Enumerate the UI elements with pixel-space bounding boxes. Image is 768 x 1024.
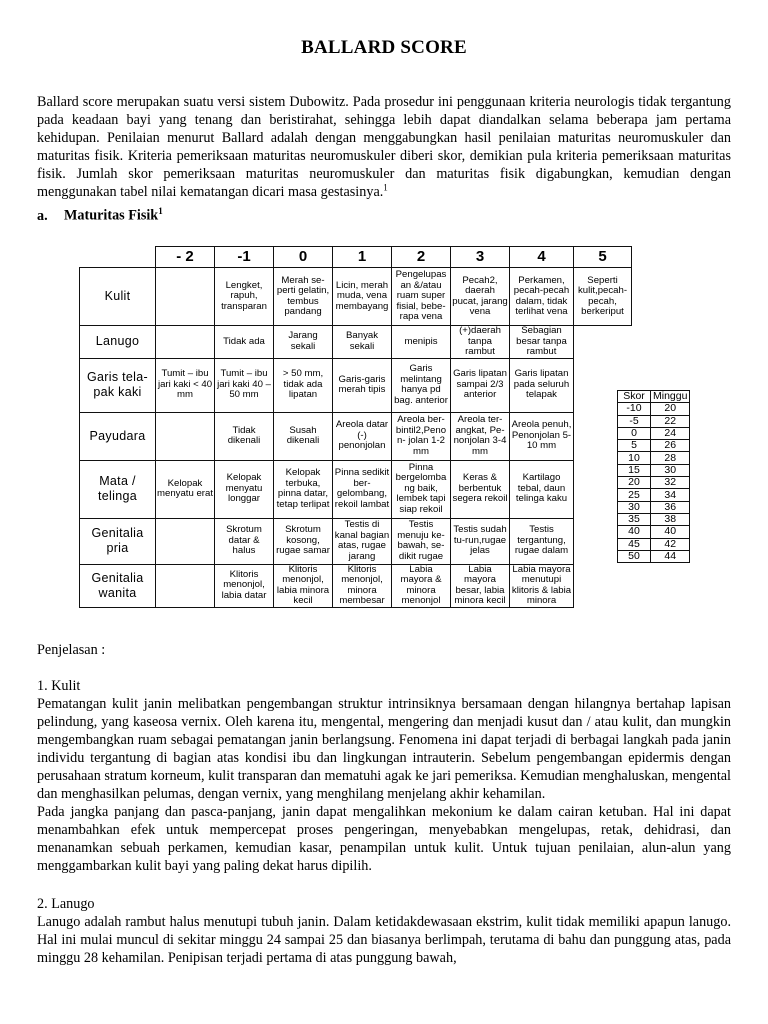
ballard-cell: Sebagian besar tanpa rambut xyxy=(510,326,574,359)
ballard-cell: Tumit – ibu jari kaki < 40 mm xyxy=(156,358,215,412)
ballard-empty-cell xyxy=(574,326,632,359)
rating-row xyxy=(618,538,690,550)
rating-score-cell: 15 xyxy=(618,464,651,476)
ballard-cell: Areola penuh, Penonjolan 5- 10 mm xyxy=(510,412,574,460)
score-header-0: - 2 xyxy=(156,247,215,268)
rating-header-score: Skor xyxy=(618,391,651,403)
rating-weeks-cell: 38 xyxy=(651,513,690,525)
rating-score-cell: 0 xyxy=(618,427,651,439)
ballard-row xyxy=(80,326,632,359)
ballard-cell: Skrotum kosong, rugae samar xyxy=(274,518,333,564)
ballard-cell: Banyak sekali xyxy=(333,326,392,359)
rating-score-cell: 5 xyxy=(618,440,651,452)
ballard-row-label: Mata / telinga xyxy=(80,460,156,518)
ballard-cell xyxy=(156,268,215,326)
ballard-cell: Jarang sekali xyxy=(274,326,333,359)
intro-paragraph xyxy=(37,93,731,201)
section-a-marker: a. xyxy=(37,207,48,224)
ballard-cell: Areola ter-angkat, Pe-nonjolan 3-4 mm xyxy=(451,412,510,460)
ballard-cell: (+)daerah tanpa rambut xyxy=(451,326,510,359)
ballard-cell: Labia mayora & minora menonjol xyxy=(392,564,451,607)
rating-score-cell: 20 xyxy=(618,477,651,489)
ballard-cell: menipis xyxy=(392,326,451,359)
kulit-paragraph-1: Pematangan kulit janin melibatkan pengembangan struktur intrinsiknya bersamaan dengan hilangnya bertahap lapisan pelindung, yang kaseosa vernix. Oleh karena itu, mengental, mengering dan menjadi kusut dan / atau kulit, dan mungkin mengembangkan ruam sebagai pematangan janin berlangsung. Fenomena ini dapat terjadi di berbagai langkah pada janin individu tergantung di bagian atas kondisi ibu dan lingkungan intrauterin. Sebelum pengembangan epidermis dengan perusahaan stratum korneum, kulit transparan dan mematuhi agak ke jari pemeriksa. Kemudian menghaluskan, mengental dan menghasilkan pelumas, dengan vernix, yang menghilang menjelang akhir kehamilan. xyxy=(37,696,731,802)
ballard-row-label: Payudara xyxy=(80,412,156,460)
rating-weeks-cell: 32 xyxy=(651,477,690,489)
rating-row xyxy=(618,513,690,525)
rating-weeks-cell: 24 xyxy=(651,427,690,439)
score-header-2: 0 xyxy=(274,247,333,268)
rating-row xyxy=(618,452,690,464)
rating-row xyxy=(618,427,690,439)
ballard-cell: Skrotum datar & halus xyxy=(215,518,274,564)
rating-row xyxy=(618,403,690,415)
score-header-7: 5 xyxy=(574,247,632,268)
section-a-title: Maturitas Fisik xyxy=(64,207,159,224)
rating-row xyxy=(618,415,690,427)
ballard-row xyxy=(80,358,632,412)
lanugo-paragraph-1: Lanugo adalah rambut halus menutupi tubuh janin. Dalam ketidakdewasaan ekstrim, kulit tidak memiliki apapun lanugo. Hal ini mulai muncul di sekitar minggu 24 sampai 25 dan biasanya berlimpah, terutama di bahu dan punggung atas, pada minggu 28 kehamilan. Penipisan terjadi pertama di atas punggung bawah, xyxy=(37,914,731,966)
rating-score-cell: 35 xyxy=(618,513,651,525)
ballard-cell xyxy=(156,326,215,359)
rating-row xyxy=(618,526,690,538)
ballard-row xyxy=(80,564,632,607)
ballard-cell xyxy=(156,518,215,564)
ballard-cell: Pecah2, daerah pucat, jarang vena xyxy=(451,268,510,326)
intro-text: Ballard score merupakan suatu versi sistem Dubowitz. Pada prosedur ini penggunaan kriteria neurologis tidak tergantung pada keadaan bayi yang tenang dan beristirahat, sehingga lebih dapat diandalkan selama beberapa jam pertama kehidupan. Penilaian menurut Ballard adalah dengan menggabungkan hasil penilaian maturitas neuromuskuler dan maturitas fisik. Kriteria pemeriksaan maturitas neuromuskuler diberi skor, demikian pula kriteria pemeriksaan maturitas fisik. Jumlah skor pemeriksaan maturitas neuromuskuler dan maturitas fisik digabungkan, kemudian dengan menggunakan tabel nilai kematangan dicari masa gestasinya. xyxy=(37,94,731,200)
rating-row xyxy=(618,464,690,476)
ballard-cell: Pinna sedikit ber-gelombang, rekoil lambat xyxy=(333,460,392,518)
ballard-row xyxy=(80,460,632,518)
rating-score-cell: 50 xyxy=(618,550,651,562)
rating-weeks-cell: 26 xyxy=(651,440,690,452)
score-header-4: 2 xyxy=(392,247,451,268)
ballard-row-label: Garis tela-pak kaki xyxy=(80,358,156,412)
maturity-rating-table xyxy=(617,390,690,563)
score-header-6: 4 xyxy=(510,247,574,268)
rating-weeks-cell: 44 xyxy=(651,550,690,562)
rating-weeks-cell: 42 xyxy=(651,538,690,550)
ballard-cell: Garis lipatan pada seluruh telapak xyxy=(510,358,574,412)
ballard-cell: Tidak dikenali xyxy=(215,412,274,460)
document-title: BALLARD SCORE xyxy=(301,37,467,58)
rating-score-cell: 40 xyxy=(618,526,651,538)
score-header-row xyxy=(80,247,632,268)
ballard-cell: Areola datar (-) penonjolan xyxy=(333,412,392,460)
score-header-1: -1 xyxy=(215,247,274,268)
rating-header-weeks: Minggu xyxy=(651,391,690,403)
rating-score-cell: 10 xyxy=(618,452,651,464)
rating-weeks-cell: 20 xyxy=(651,403,690,415)
explanation-heading: Penjelasan : xyxy=(37,642,106,658)
ballard-cell: Garis-garis merah tipis xyxy=(333,358,392,412)
ballard-cell: Licin, merah muda, vena membayang xyxy=(333,268,392,326)
rating-row xyxy=(618,489,690,501)
ballard-cell: Testis di kanal bagian atas, rugae jarang xyxy=(333,518,392,564)
ballard-cell: Lengket, rapuh, transparan xyxy=(215,268,274,326)
ballard-row-label: Lanugo xyxy=(80,326,156,359)
ballard-row xyxy=(80,268,632,326)
rating-score-cell: 45 xyxy=(618,538,651,550)
ballard-row-label: Genitalia pria xyxy=(80,518,156,564)
score-header-5: 3 xyxy=(451,247,510,268)
ballard-empty-cell xyxy=(574,564,632,607)
ballard-cell: Labia mayora menutupi klitoris & labia minora xyxy=(510,564,574,607)
rating-score-cell: 25 xyxy=(618,489,651,501)
ballard-cell: Perkamen, pecah-pecah dalam, tidak terlihat vena xyxy=(510,268,574,326)
ballard-cell: Testis tergantung, rugae dalam xyxy=(510,518,574,564)
kulit-heading: 1. Kulit xyxy=(37,678,81,694)
ballard-cell: Klitoris menonjol, labia datar xyxy=(215,564,274,607)
ballard-cell: Keras & berbentuk segera rekoil xyxy=(451,460,510,518)
ballard-cell xyxy=(156,412,215,460)
ballard-physical-maturity-table xyxy=(79,246,632,608)
lanugo-heading: 2. Lanugo xyxy=(37,896,95,912)
ballard-cell: Susah dikenali xyxy=(274,412,333,460)
ballard-cell: Areola ber-bintil2,Peno n- jolan 1-2 mm xyxy=(392,412,451,460)
rating-weeks-cell: 36 xyxy=(651,501,690,513)
rating-row xyxy=(618,550,690,562)
intro-footnote: 1 xyxy=(383,182,388,193)
ballard-row xyxy=(80,518,632,564)
rating-score-cell: -5 xyxy=(618,415,651,427)
rating-score-cell: -10 xyxy=(618,403,651,415)
ballard-cell: Pinna bergelomba ng baik, lembek tapi siap rekoil xyxy=(392,460,451,518)
rating-weeks-cell: 40 xyxy=(651,526,690,538)
ballard-row-label: Genitalia wanita xyxy=(80,564,156,607)
rating-header-row xyxy=(618,391,690,403)
ballard-cell: Testis sudah tu-run,rugae jelas xyxy=(451,518,510,564)
ballard-cell: Kelopak menyatu erat xyxy=(156,460,215,518)
ballard-row-label: Kulit xyxy=(80,268,156,326)
ballard-cell: Kelopak menyatu longgar xyxy=(215,460,274,518)
rating-row xyxy=(618,501,690,513)
ballard-cell: Testis menuju ke-bawah, se-dikit rugae xyxy=(392,518,451,564)
rating-weeks-cell: 34 xyxy=(651,489,690,501)
ballard-cell: Garis melintang hanya pd bag. anterior xyxy=(392,358,451,412)
rating-weeks-cell: 28 xyxy=(651,452,690,464)
rating-row xyxy=(618,440,690,452)
ballard-cell xyxy=(156,564,215,607)
ballard-cell: Tidak ada xyxy=(215,326,274,359)
ballard-cell: Labia mayora besar, labia minora kecil xyxy=(451,564,510,607)
ballard-cell: Pengelupas an &/atau ruam super fisial, bebe-rapa vena xyxy=(392,268,451,326)
ballard-cell: Merah se-perti gelatin, tembus pandang xyxy=(274,268,333,326)
ballard-cell: Seperti kulit,pecah-pecah, berkeriput xyxy=(574,268,632,326)
ballard-cell: Klitoris menonjol, labia minora kecil xyxy=(274,564,333,607)
ballard-cell: Tumit – ibu jari kaki 40 –50 mm xyxy=(215,358,274,412)
kulit-paragraph-2: Pada jangka panjang dan pasca-panjang, janin dapat mengalihkan mekonium ke dalam cairan ketuban. Hal ini dapat menambahkan efek untuk mempercepat proses pengeringan, menyebabkan mengelupas, retak, dehidrasi, dan menanamkan sebuah perkamen, kemudian kasar, penampilan untuk kulit. Untuk tujuan penilaian, alun-alun yang menggambarkan kulit bayi yang paling dekat harus dipilih. xyxy=(37,804,731,874)
rating-row xyxy=(618,477,690,489)
header-blank-cell xyxy=(80,247,156,268)
section-a-footnote: 1 xyxy=(158,206,163,216)
section-a-heading xyxy=(37,206,163,225)
ballard-cell: Klitoris menonjol, minora membesar xyxy=(333,564,392,607)
ballard-cell: Kelopak terbuka, pinna datar, tetap terlipat xyxy=(274,460,333,518)
rating-score-cell: 30 xyxy=(618,501,651,513)
ballard-row xyxy=(80,412,632,460)
ballard-cell: > 50 mm, tidak ada lipatan xyxy=(274,358,333,412)
rating-weeks-cell: 22 xyxy=(651,415,690,427)
ballard-cell: Kartilago tebal, daun telinga kaku xyxy=(510,460,574,518)
ballard-cell: Garis lipatan sampai 2/3 anterior xyxy=(451,358,510,412)
score-header-3: 1 xyxy=(333,247,392,268)
rating-weeks-cell: 30 xyxy=(651,464,690,476)
